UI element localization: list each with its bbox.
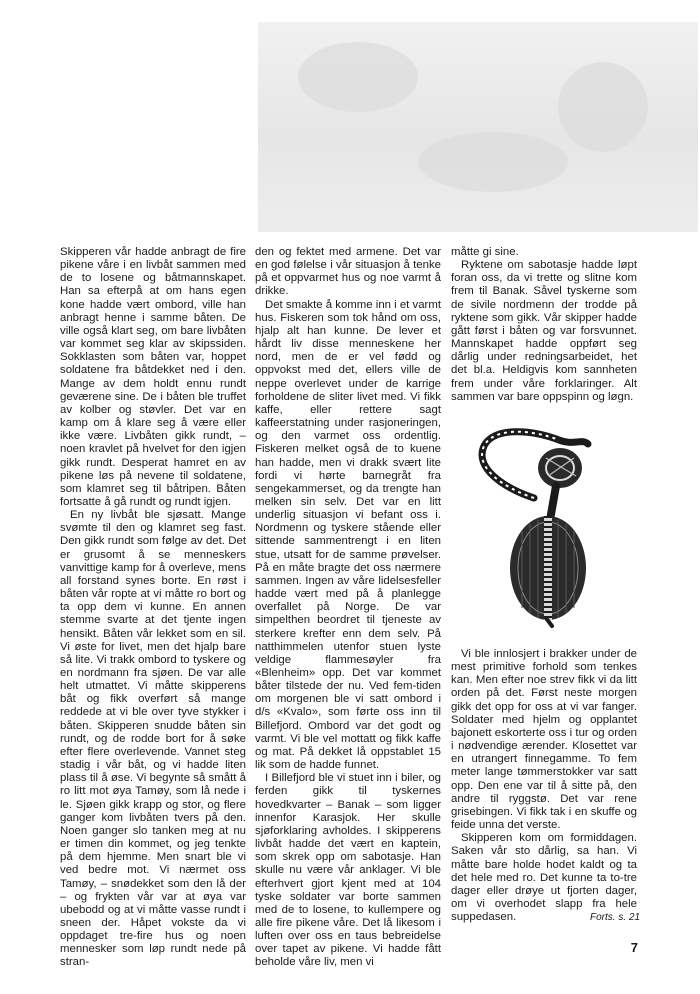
faded-header-photo <box>258 22 698 232</box>
text-column-3-bottom <box>451 648 637 924</box>
article-paragraph: I Billefjord ble vi stuet inn i biler, og ferden gikk til tyskernes hovedkvarter – Banak – som ligger innenfor Karasjok. Her skulle sjøforklaring avholdes. I skipperens livbåt hadde det vært en kaptein, som skrek opp om sabotasje. Han skulle nu være vår anklager. Vi ble efterhvert gjort kjent med at 104 tyske soldater var borte sammen med de to losene, to kullempere og alle fire pikene våre. Det lå likesom i luften over oss en taus bebreidelse over tapet av pikene. Vi hadde fått beholde våre liv, men vi <box>255 772 441 969</box>
wooden-block-pulley-drawing <box>464 428 614 628</box>
article-paragraph: Det smakte å komme inn i et varmt hus. Fiskeren som tok hånd om oss, hjalp alt han kunne. De lever et hårdt liv disse menneskene her nord, men de er vel fødd og oppvokst med det, ellers ville de neppe overlevet under de karrige forholdene de sliter livet med. Vi fikk kaffe, eller rettere sagt kaffeerstatning under rasjoneringen, og den varmet oss ordentlig. Fiskeren melket også de to kuene han hadde, men vi drakk svært lite fordi vi hørte barnegråt fra sengekammerset, og da trengte han melken sin selv. Det var en litt underlig situasjon vi befant oss i. Nordmenn og tyskere stående eller sittende sammentrengt i en liten stue, utsatt for de samme prøvelser. På en måte bragte det oss nærmere sammen. Ingen av våre lidelsesfeller hadde vært med på å planlegge overfallet på Norge. De var simpelthen beordret til tjeneste av sterkere krefter enn dem selv. På natthimmelen utenfor stuen lyste veldige flammesøyler fra «Blenheim» opp. Det var kommet båter tilstede der nu. Ved fem-tiden om morgenen ble vi satt ombord i d/s «Kvalo», som førte oss inn til Billefjord. Ombord var det godt og varmt. Vi ble vel mottatt og fikk kaffe og mat. På dekket lå oppstablet 15 lik som de hadde funnet. <box>255 298 441 772</box>
article-paragraph: En ny livbåt ble sjøsatt. Mange svømte til den og klamret seg fast. Den gikk rundt som følge av det. Det er grusomt å se menneskers vanvittige kamp for å overleve, mens all forstand synes borte. En røst i båten vår ropte at vi måtte ro bort og ta opp dem vi kunne. En annen stemme svarte at det tjente ingen hensikt. Båten vår lekket som en sil. Vi øste for livet, men det hjalp bare så lite. Vi trakk ombord to tyskere og en nordmann fra sjøen. De var alle helt utmattet. Vi måtte skipperens båt og fikk overført så mange reddede at vi ble over tyve stykker i båten. Skipperen snudde båten sin rundt, og de rodde bort for å søke efter flere overlevende. Vannet steg stadig i vår båt, og vi hadde liten plass til å øse. Vi begynte så smått å ro litt mot øya Tamøy, som lå nede i le. Sjøen gikk krapp og stor, og flere ganger kom livbåten tvers på den. Noen ganger slo tanken meg at nu er timen din kommet, og jeg tenkte på dem hjemme. Men snart ble vi ved bedre mot. Vi nærmet oss Tamøy, – snødekket som den lå der – og frykten vår var at øya var ubebodd og at vi måtte vasse rundt i sneen der. Håpet vokste da vi oppdaget tre-fire hus og noen mennesker som løp rundt nede på stran- <box>60 509 246 969</box>
article-paragraph: Vi ble innlosjert i brakker under de mest primitive forhold som tenkes kan. Men efter noe strev fikk vi da litt orden på det. Først neste morgen gikk det opp for oss at vi var fanger. Soldater med hjelm og opplantet bajonett eskorterte oss i tur og orden i nødvendige ærender. Klosettet var en utrangert finnegamme. To fem meter lange tømmerstokker var satt opp. Den ene var til å sitte på, den andre til ryggstø. Det var rene grisebingen. Vi fikk tak i en skuffe og feide unna det verste. <box>451 648 637 832</box>
article-paragraph: den og fektet med armene. Det var en god følelse i vår situasjon å tenke på et oppvarmet hus og noe varmt å drikke. <box>255 246 441 298</box>
article-paragraph: måtte gi sine. <box>451 246 519 258</box>
page-number: 7 <box>630 940 638 955</box>
continued-note: Forts. s. 21 <box>589 912 640 923</box>
article-paragraph: Ryktene om sabotasje hadde løpt foran oss, da vi trette og slitne kom frem til Banak. Såvel tyskerne som de sivile nordmenn der trodde på ryktene som gikk. Vår skipper hadde gått først i båten og var forsvunnet. Mannskapet hadde oppført seg dårlig under redningsarbeidet, het det bl.a. Heldigvis kom sannheten frem under våre forklaringer. Alt sammen var bare oppspinn og løgn. <box>451 259 637 403</box>
article-paragraph: Skipperen vår hadde anbragt de fire pikene våre i en livbåt sammen med de to losene og båtmannskapet. Han sa efterpå at om hans egen kone hadde vært ombord, ville han anbragt henne i samme båten. De ville også klart seg, om bare livbåten var kommet seg klar av skipssiden. Sokklasten som båten var, hoppet soldatene fra båtdekket ned i den. Mange av dem holdt ennu rundt geværene sine. De i båten ble truffet av kolber og støvler. Det var en kamp om å klare seg å være eller ikke være. Livbåten gikk rundt, – noen kravlet på hvelvet for den igjen gikk rundt. Desperat hamret en av pikene løs på nevene til soldatene, som klamret seg til båtripen. Båten fortsatte å gå rundt og rundt igjen. <box>60 246 246 508</box>
text-column-2 <box>255 246 441 970</box>
text-column-1 <box>60 246 246 970</box>
article-paragraph: Skipperen kom om formiddagen. Saken vår sto dårlig, sa han. Vi måtte bare holde hodet kaldt og ta det hele med ro. Det kunne ta to-tre dager eller drøye ut fjorten dager, om vi overhodet slapp fra hele suppedasen. <box>451 832 637 924</box>
text-column-3-top <box>451 246 637 404</box>
